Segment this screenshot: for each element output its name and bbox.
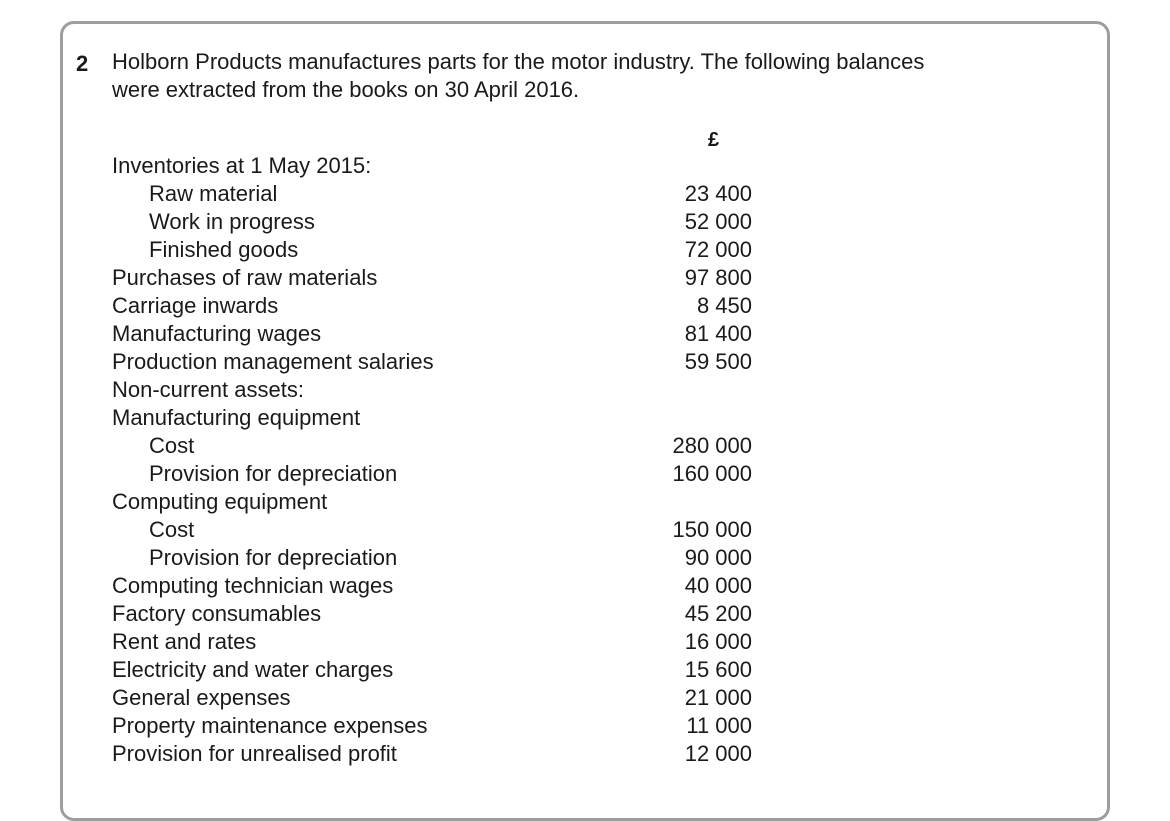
row-amount: 150 000 <box>672 517 752 542</box>
balance-row <box>112 628 772 656</box>
balance-row <box>112 292 772 320</box>
row-amount: 280 000 <box>672 433 752 458</box>
balance-row <box>112 684 772 712</box>
row-label: Manufacturing wages <box>112 321 322 346</box>
balance-row <box>112 488 772 516</box>
row-amount: 52 000 <box>684 209 752 234</box>
intro-line: were extracted from the books on 30 April 2016. <box>112 77 580 102</box>
balance-row <box>112 348 772 376</box>
row-amount: 15 600 <box>684 657 752 682</box>
balance-row <box>112 432 772 460</box>
balance-row <box>112 460 772 488</box>
row-label: Factory consumables <box>112 601 322 626</box>
row-label: General expenses <box>112 685 291 710</box>
row-label: Purchases of raw materials <box>112 265 378 290</box>
row-amount: 8 450 <box>696 293 752 318</box>
row-label: Rent and rates <box>112 629 257 654</box>
row-amount: 160 000 <box>672 461 752 486</box>
row-label: Inventories at 1 May 2015: <box>112 153 372 178</box>
row-amount: 97 800 <box>684 265 752 290</box>
row-amount: 72 000 <box>684 237 752 262</box>
question-intro <box>112 48 1012 104</box>
row-amount: 59 500 <box>684 349 752 374</box>
row-amount: 81 400 <box>684 321 752 346</box>
row-amount: 16 000 <box>684 629 752 654</box>
row-label: Production management salaries <box>112 349 434 374</box>
balance-row <box>112 740 772 768</box>
balance-row <box>112 544 772 572</box>
balance-row <box>112 208 772 236</box>
row-label: Provision for depreciation <box>149 461 398 486</box>
row-amount: 90 000 <box>684 545 752 570</box>
row-label: Finished goods <box>149 237 299 262</box>
balance-row <box>112 264 772 292</box>
row-label: Non-current assets: <box>112 377 304 402</box>
balance-row <box>112 404 772 432</box>
row-label: Work in progress <box>149 209 315 234</box>
balance-row <box>112 180 772 208</box>
balance-row <box>112 320 772 348</box>
row-amount: 23 400 <box>684 181 752 206</box>
balance-row <box>112 152 772 180</box>
currency-column-header: £ <box>708 129 720 151</box>
balance-row <box>112 600 772 628</box>
row-amount: 12 000 <box>684 741 752 766</box>
row-amount: 11 000 <box>686 713 752 738</box>
row-label: Property maintenance expenses <box>112 713 428 738</box>
row-label: Electricity and water charges <box>112 657 394 682</box>
row-label: Computing technician wages <box>112 573 394 598</box>
balance-row <box>112 572 772 600</box>
row-amount: 21 000 <box>684 685 752 710</box>
row-label: Cost <box>149 433 195 458</box>
row-label: Cost <box>149 517 195 542</box>
balance-row <box>112 656 772 684</box>
balances-table <box>112 152 772 768</box>
row-label: Provision for unrealised profit <box>112 741 397 766</box>
balance-row <box>112 516 772 544</box>
row-amount: 40 000 <box>684 573 752 598</box>
row-label: Provision for depreciation <box>149 545 398 570</box>
balance-row <box>112 236 772 264</box>
row-label: Carriage inwards <box>112 293 279 318</box>
question-number: 2 <box>76 51 89 76</box>
intro-line: Holborn Products manufactures parts for the motor industry. The following balances <box>112 49 925 74</box>
row-label: Computing equipment <box>112 489 328 514</box>
balance-row <box>112 376 772 404</box>
row-label: Manufacturing equipment <box>112 405 361 430</box>
row-label: Raw material <box>149 181 278 206</box>
balance-row <box>112 712 772 740</box>
row-amount: 45 200 <box>684 601 752 626</box>
